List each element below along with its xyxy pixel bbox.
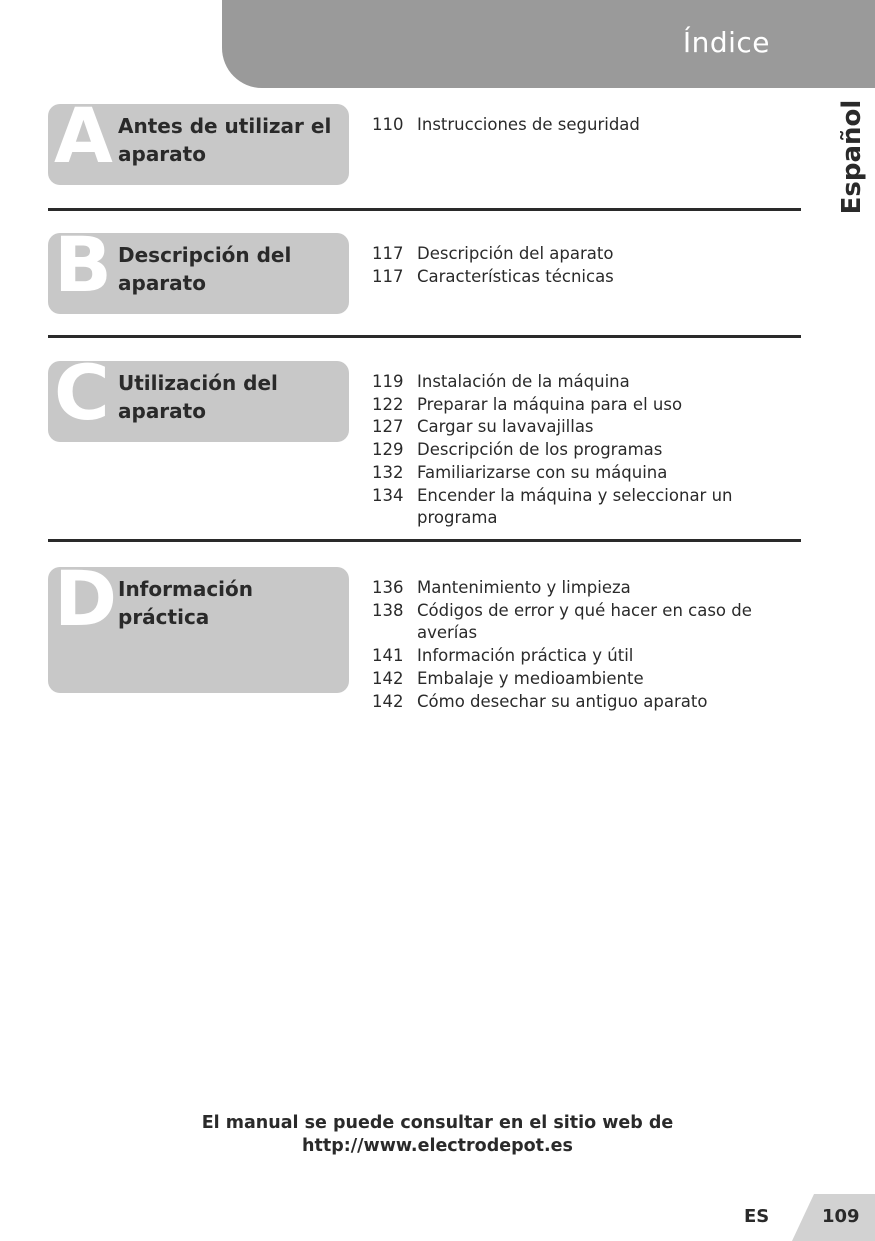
toc-page-number: 136 — [372, 578, 404, 597]
section-title-line: Utilización del — [118, 371, 278, 395]
toc-page-number: 141 — [372, 646, 404, 666]
section-letter: D — [54, 567, 118, 643]
section-title-line: aparato — [118, 142, 206, 166]
page-number: 109 — [822, 1206, 860, 1227]
toc-entry[interactable] — [372, 266, 782, 289]
toc-entry[interactable] — [372, 577, 782, 600]
toc-entry-text: Encender la máquina y seleccionar un programa — [417, 485, 733, 528]
section-title-line: aparato — [118, 271, 206, 295]
language-label: Español — [837, 99, 867, 215]
section-title — [118, 112, 343, 168]
toc-entry-text: Cómo desechar su antiguo aparato — [417, 691, 708, 711]
toc-page-number: 117 — [372, 266, 404, 286]
website-url[interactable]: http://www.electrodepot.es — [302, 1136, 573, 1156]
language-code: ES — [744, 1206, 770, 1227]
section-title-line: Información práctica — [118, 577, 254, 629]
section-title-line: Descripción del — [118, 243, 292, 267]
website-note — [0, 1112, 875, 1158]
toc-page-number: 110 — [372, 115, 404, 134]
section-header-box — [48, 361, 349, 442]
toc-entry[interactable] — [372, 114, 782, 137]
toc-list — [372, 577, 782, 713]
toc-page-number: 132 — [372, 462, 404, 482]
toc-page-number: 119 — [372, 372, 404, 391]
section-header-box — [48, 104, 349, 185]
toc-entry-text: Familiarizarse con su máquina — [417, 462, 668, 482]
toc-page-number: 142 — [372, 691, 404, 711]
toc-entry-text: Información práctica y útil — [417, 646, 634, 666]
section-letter: B — [54, 233, 112, 309]
toc-entry-text: Descripción del aparato — [417, 244, 614, 263]
section-letter: A — [54, 104, 113, 180]
toc-entry[interactable] — [372, 243, 782, 266]
toc-entry[interactable] — [372, 394, 782, 417]
toc-entry[interactable] — [372, 645, 782, 668]
toc-page-number: 134 — [372, 485, 404, 505]
toc-entry-text: Embalaje y medioambiente — [417, 668, 644, 688]
toc-page-number: 117 — [372, 244, 404, 263]
section-title — [118, 575, 343, 631]
toc-entry-text: Cargar su lavavajillas — [417, 417, 594, 437]
section-letter: C — [54, 361, 110, 437]
toc-entry[interactable] — [372, 371, 782, 394]
section-header-box — [48, 233, 349, 314]
toc-page-number: 138 — [372, 600, 404, 620]
toc-entry-text: Descripción de los programas — [417, 440, 663, 460]
section-header-box — [48, 567, 349, 693]
toc-entry[interactable] — [372, 439, 782, 462]
section-divider — [48, 539, 801, 542]
toc-entry-text: Instalación de la máquina — [417, 372, 630, 391]
website-note-line: El manual se puede consultar en el sitio web de — [201, 1113, 674, 1133]
section-title — [118, 369, 343, 425]
section-divider — [48, 335, 801, 338]
toc-list — [372, 243, 782, 288]
toc-page-number: 129 — [372, 440, 404, 460]
toc-entry[interactable] — [372, 485, 782, 530]
toc-page-number: 122 — [372, 394, 404, 414]
toc-entry-text: Instrucciones de seguridad — [417, 115, 640, 134]
section-title-line: Antes de utilizar el — [118, 114, 332, 138]
toc-entry-text: Códigos de error y qué hacer en caso de averías — [417, 600, 752, 643]
toc-entry[interactable] — [372, 600, 782, 645]
toc-entry[interactable] — [372, 416, 782, 439]
toc-list — [372, 371, 782, 530]
toc-entry[interactable] — [372, 691, 782, 714]
toc-page-number: 142 — [372, 668, 404, 688]
toc-page-number: 127 — [372, 417, 404, 437]
toc-entry-text: Preparar la máquina para el uso — [417, 394, 683, 414]
toc-entry-text: Mantenimiento y limpieza — [417, 578, 631, 597]
toc-entry[interactable] — [372, 668, 782, 691]
toc-list — [372, 114, 782, 137]
toc-entry[interactable] — [372, 462, 782, 485]
section-title — [118, 241, 343, 297]
section-title-line: aparato — [118, 399, 206, 423]
section-divider — [48, 208, 801, 211]
page-title: Índice — [682, 26, 770, 59]
header-band — [222, 0, 875, 88]
toc-entry-text: Características técnicas — [417, 266, 614, 286]
